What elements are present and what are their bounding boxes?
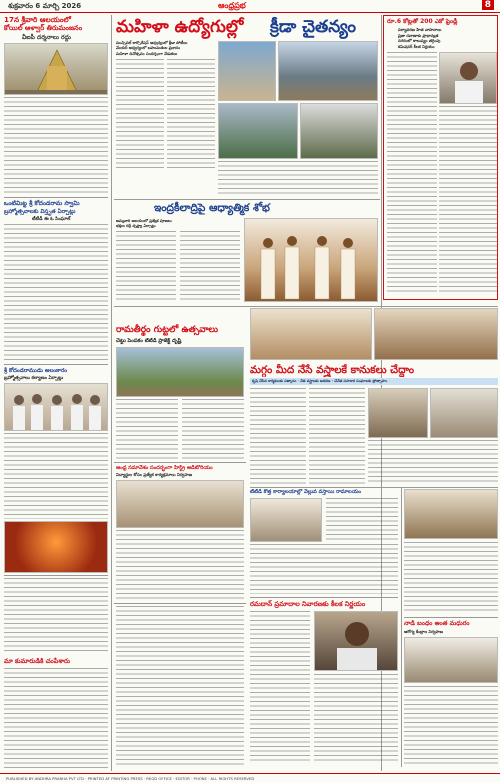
divider [250,597,398,598]
lead-headline-part1: మహిళా ఉద్యోగుల్లో [116,17,244,37]
students-photo [116,480,244,528]
story1-headline-2: కోయిల్ ఆళ్వార్ తిరుమంజనం [4,24,83,32]
sub-body-2 [180,231,240,301]
handloom-body-1 [250,388,306,484]
divider [114,462,246,463]
ev-headline: రూ.6 కోట్లతో 200 ఎకో ఫ్రెండ్లీ [387,18,458,25]
divider [114,199,380,200]
andhra-subheadline: విద్యార్థుల కోసం ప్రత్యేక కార్యక్రమాలు నిర్వహణ [116,472,193,477]
masthead [0,0,500,13]
bullet-2: మేయర్ ఆధ్వర్యంలో బహుమతుల ప్రదానం [116,45,181,51]
ramadan-headline: రమదాన్ ప్రమాదాల నివారణకు కీలక నిర్ణయం [250,600,366,608]
divider [4,364,108,365]
andhra-body [116,530,244,600]
divider [114,603,246,604]
ev-body-2 [439,106,497,292]
story2-headline-2: బ్రహ్మోత్సవాలకు విస్తృత ఏర్పాట్లు [4,209,76,215]
temple-photo [4,43,108,95]
ev-bullet-2: ప్రజా రవాణాకు ప్రాధాన్యత [398,32,439,38]
footer-imprint: PUBLISHED BY ANDHRA PRABHA PVT LTD · PRINTED AT PRINTING PRESS · REGD OFFICE · EDITOR · PHONE · ALL RIGHTS RESERVED [0,773,500,782]
story2-headline: ఒంటిమిట్ట శ్రీ కోదండరామ స్వామి [4,200,80,207]
ramatirtham-body-2 [182,399,244,459]
ev-bullets [398,27,496,49]
ev-body-1 [387,52,437,292]
handloom-photo-left [250,308,372,360]
sub-headline: ఇంద్రకీలాద్రిపై ఆధ్యాత్మిక శోభ [154,202,270,214]
sports-photo-1 [218,41,276,101]
official-portrait [314,611,398,671]
sub-bullet-2: భక్తుల రద్దీ దృష్ట్యా ఏర్పాట్లు [116,223,156,229]
ev-bullet-3: నగరంలో కాలుష్యం తగ్గింపు [398,38,441,44]
story1-subheadline: వీఐపీ దర్శనాలు రద్దు [22,34,71,41]
page-number: 8 [482,0,494,10]
ev-bullet-4: కమిషనర్ కీలక నిర్ణయం [398,43,435,49]
ramadan-body-2 [314,674,398,762]
lead-body-2 [167,59,215,171]
story3-subheadline: బ్రహ్మోత్సవాలు కల్యాణం ఏర్పాట్లు [4,376,64,381]
andhra-headline: ఆంధ్ర సమావేశం సందర్భంగా హిస్ట్రీ ఆడిటోరియం [116,465,213,471]
handloom-body-3 [368,440,498,484]
temple-gopuram-icon [5,44,108,95]
naadi-body [404,686,498,766]
sports-photo-2 [278,41,378,101]
right-body-1 [404,542,498,614]
story1-body [4,97,108,195]
handloom-photo-3 [368,388,428,438]
story4-body [4,668,108,770]
person-icon [315,612,398,671]
deity-photo [4,521,108,573]
ramatirtham-body-1 [116,399,178,459]
story3-headline: శ్రీ కోదండరాముడు అలంకారం [4,368,68,374]
meeting-photo [250,498,322,542]
handloom-photo-right [374,308,498,360]
officials-photo [439,52,497,104]
ramatirtham-subheadline: చెట్టు పెంపకం టీటీడీ ప్రాజెక్ట్ దృష్టి [116,338,182,344]
ramatirtham-headline: రామతీర్థం గుట్టలో ఉత్సవాలు [116,325,219,335]
naadi-headline: నాడి బంధం అంత మధురం [404,620,470,627]
lead-headline-part2: క్రీడా చైతన్యం [270,17,357,37]
divider [404,617,498,618]
ttd-photo-right [404,489,498,539]
ev-bullet-1: పర్యావరణ హిత వాహనాలు [398,27,442,32]
story3-body [4,433,108,519]
people-group-icon [5,384,108,431]
group-photo [4,383,108,431]
tree-planting-photo [116,347,244,397]
lead-story [114,15,380,305]
sports-photo-3 [218,103,298,159]
left-column [2,15,110,771]
handloom-photo-4 [430,388,498,438]
story2-body [4,224,108,362]
ttd-body-2 [250,544,398,594]
misc-body [116,606,244,766]
divider [4,575,108,576]
newspaper-name: ఆంధ్రప్రభ [218,1,246,10]
middle-section [114,306,498,771]
bullet-3: మహిళా దినోత్సవం సందర్భంగా వేడుకలు [116,50,178,56]
column-divider [401,487,402,767]
lead-body-3 [218,161,378,197]
story4-headline: మా కుమారుడికి చంపేశారు [4,657,70,665]
story1-headline: 17న శ్రీవారి ఆలయంలో [4,15,71,24]
divider [250,487,498,488]
ttd-headline: టీటీడీ కొత్త కార్యాలయాల్లో వెల్లువ వస్తాయి రామాలయం [250,489,361,495]
sub-body-1 [116,231,176,301]
handloom-headline: మగ్గం మీద నేసే వస్త్రాలకే కానుకలు చేద్దాం [250,364,415,376]
story3b-body [4,578,108,654]
column-divider [111,15,112,771]
issue-date: శుక్రవారం 6 మార్చి 2026 [8,2,82,10]
naadi-subheadline: ఆరోగ్య కేంద్రాల నిర్వహణ [404,629,443,634]
ev-story-box [383,15,498,300]
ramadan-body-1 [250,611,310,761]
temple-ceremony-photo [244,218,378,302]
ttd-body-1 [326,498,398,542]
divider [4,197,108,198]
lead-body-1 [116,59,164,171]
divider [114,306,498,307]
person-icon [440,53,497,104]
sub-bullet-1: అమ్మవారి ఆలయంలో ప్రత్యేక పూజలు [116,218,172,223]
story2-subheadline: టీటీడీ ఈ ఓ సింఘాల్ [32,217,71,222]
priests-icon [245,219,378,302]
handloom-body-2 [309,388,365,484]
bullet-1: మున్సిపల్ కార్పొరేషన్ ఆధ్వర్యంలో క్రీడా పోటీలు [116,40,188,45]
sports-photo-4 [300,103,378,159]
handloom-bar: కృషి చేసిన కార్మికులకు సత్కారం · నేత వస్త్రాలకు ఆదరణ · చేనేత సహకార సంఘాలకు ప్రోత్సాహం [250,378,498,385]
health-photo [404,637,498,683]
